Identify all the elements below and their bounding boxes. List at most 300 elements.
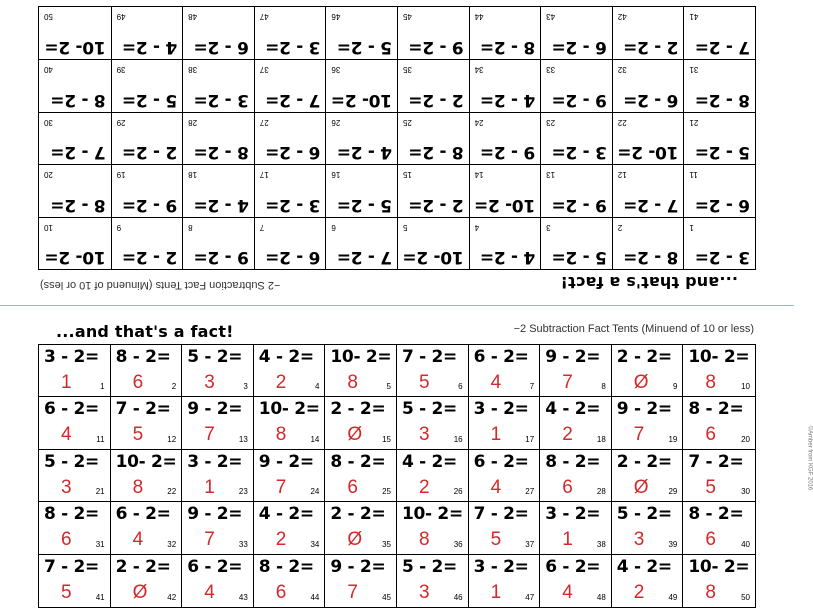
fact-equation: 5 - 2= xyxy=(401,399,457,420)
fact-equation: 8 - 2= xyxy=(688,504,744,525)
card-number: 46 xyxy=(453,593,463,602)
fact-equation: 5 - 2= xyxy=(695,142,750,163)
fact-card xyxy=(182,345,254,397)
card-number: 6 xyxy=(331,222,336,232)
fact-equation: 4 - 2= xyxy=(401,451,457,472)
fact-equation: 3 - 2= xyxy=(265,37,321,58)
card-number: 49 xyxy=(668,593,678,602)
fact-answer: 5 xyxy=(490,529,502,551)
card-number: 42 xyxy=(617,12,627,21)
fact-card xyxy=(612,502,684,554)
fact-equation: 10- 2= xyxy=(330,347,392,367)
fact-card xyxy=(39,164,111,216)
card-number: 31 xyxy=(95,539,105,549)
card-number: 24 xyxy=(474,117,484,127)
fact-equation: 10- 2= xyxy=(401,504,463,525)
fact-card xyxy=(612,555,684,607)
fact-answer: 1 xyxy=(490,581,502,603)
fact-card xyxy=(683,555,755,607)
card-number: 20 xyxy=(44,170,53,180)
tent-header xyxy=(38,307,756,343)
fact-card xyxy=(683,164,755,216)
fact-equation: 5 - 2= xyxy=(187,347,243,367)
fact-answer: 8 xyxy=(132,476,144,498)
fact-answer: 4 xyxy=(204,581,215,603)
card-number: 5 xyxy=(386,382,391,392)
card-number: 36 xyxy=(331,65,341,75)
fact-equation: 2 - 2= xyxy=(122,142,178,163)
fact-card xyxy=(254,502,326,554)
fact-card xyxy=(683,502,755,554)
card-number: 21 xyxy=(95,487,105,497)
fact-answer: 2 xyxy=(633,581,645,603)
fact-grid-bottom xyxy=(38,344,756,608)
fact-answer: 3 xyxy=(204,372,215,393)
fact-answer: 8 xyxy=(275,424,287,446)
fact-equation: 10- 2= xyxy=(617,142,679,163)
fact-equation: 7 - 2= xyxy=(50,142,106,163)
card-number: 39 xyxy=(116,65,126,75)
card-number: 28 xyxy=(596,487,606,497)
card-number: 29 xyxy=(116,117,126,127)
fact-card xyxy=(39,555,111,607)
card-number: 33 xyxy=(238,539,248,549)
fact-equation: 2 - 2= xyxy=(115,556,171,577)
fact-card xyxy=(540,502,612,554)
card-number: 2 xyxy=(617,222,623,232)
fact-card xyxy=(469,345,541,397)
card-number: 18 xyxy=(188,170,198,180)
fact-equation: 2 - 2= xyxy=(616,451,672,472)
card-number: 14 xyxy=(310,434,320,444)
fact-card xyxy=(469,217,541,269)
fact-equation: 6 - 2= xyxy=(695,194,750,215)
fact-equation: 7 - 2= xyxy=(337,247,393,267)
fact-equation: 9 - 2= xyxy=(193,247,249,267)
fact-card xyxy=(254,164,326,216)
fact-answer: 6 xyxy=(61,529,72,551)
fact-answer: Ø xyxy=(633,372,649,393)
fact-card xyxy=(254,217,326,269)
fact-answer: 1 xyxy=(562,529,573,551)
card-number: 8 xyxy=(188,222,193,232)
fact-answer: 4 xyxy=(490,476,502,498)
fact-card xyxy=(182,59,254,111)
fact-equation: 5 - 2= xyxy=(616,504,672,525)
fact-equation: 3 - 2= xyxy=(473,399,529,420)
fact-answer: 6 xyxy=(562,476,573,498)
fact-answer: 7 xyxy=(275,476,287,498)
card-number: 23 xyxy=(546,117,556,127)
fact-answer: 6 xyxy=(347,476,358,498)
fact-equation: 5 - 2= xyxy=(122,89,178,110)
fact-card xyxy=(469,502,541,554)
fact-equation: 9 - 2= xyxy=(616,399,672,420)
fact-card xyxy=(683,59,755,111)
fact-equation: 4 - 2= xyxy=(480,89,536,110)
card-number: 34 xyxy=(310,539,320,549)
fact-card xyxy=(540,397,612,449)
fact-answer: 1 xyxy=(61,372,72,393)
card-number: 43 xyxy=(546,12,556,21)
fact-equation: 5 - 2= xyxy=(44,451,99,472)
tent-title: ...and that's a fact! xyxy=(56,322,234,341)
fact-card xyxy=(39,7,111,59)
fact-card xyxy=(540,217,612,269)
card-number: 40 xyxy=(741,539,750,549)
card-number: 37 xyxy=(259,65,269,75)
fact-equation: 6 - 2= xyxy=(265,142,321,163)
fact-equation: 10- 2= xyxy=(688,347,750,367)
fact-equation: 9 - 2= xyxy=(187,399,243,420)
fact-equation: 7 - 2= xyxy=(695,37,750,58)
fact-equation: 6 - 2= xyxy=(551,37,607,58)
fact-answer: 6 xyxy=(275,581,287,603)
card-number: 21 xyxy=(689,117,699,127)
fact-answer: 8 xyxy=(705,581,716,603)
fact-card xyxy=(254,112,326,164)
fact-card xyxy=(111,7,183,59)
card-number: 15 xyxy=(382,434,391,444)
fact-equation: 8 - 2= xyxy=(688,399,744,420)
fact-equation: 4 - 2= xyxy=(616,556,672,577)
fact-card xyxy=(39,217,111,269)
fact-card xyxy=(111,397,183,449)
fact-answer: 2 xyxy=(275,372,287,393)
tent-top-half xyxy=(0,0,794,307)
card-number: 27 xyxy=(525,487,535,497)
fact-equation: 6 - 2= xyxy=(473,451,529,472)
card-number: 10 xyxy=(44,222,53,232)
fact-card xyxy=(540,345,612,397)
card-number: 13 xyxy=(546,170,556,180)
fact-equation: 2 - 2= xyxy=(623,37,679,58)
fact-answer: 3 xyxy=(418,424,430,446)
fact-card xyxy=(397,217,469,269)
fact-equation: 8 - 2= xyxy=(258,556,314,577)
card-number: 41 xyxy=(689,12,699,21)
fact-equation: 8 - 2= xyxy=(50,89,106,110)
fact-card xyxy=(540,555,612,607)
fact-card xyxy=(540,59,612,111)
card-number: 28 xyxy=(188,117,198,127)
fact-equation: 9 - 2= xyxy=(480,142,536,163)
fact-equation: 6 - 2= xyxy=(473,347,529,367)
fact-card xyxy=(612,164,684,216)
tent-subtitle: −2 Subtraction Fact Tents (Minuend of 10 or less) xyxy=(40,279,281,291)
card-number: 19 xyxy=(668,434,678,444)
fact-answer: 3 xyxy=(633,529,645,551)
fact-equation: 8 - 2= xyxy=(44,504,99,525)
card-number: 38 xyxy=(188,65,198,75)
fact-answer: 8 xyxy=(705,372,716,393)
fact-equation: 7 - 2= xyxy=(265,89,321,110)
fact-equation: 2 - 2= xyxy=(408,194,464,215)
fact-answer: 4 xyxy=(562,581,573,603)
fact-equation: 3 - 2= xyxy=(695,247,750,267)
fact-card xyxy=(325,345,397,397)
fact-answer: Ø xyxy=(633,476,649,498)
fact-equation: 10- 2= xyxy=(115,451,177,472)
card-number: 35 xyxy=(382,539,391,549)
fact-equation: 4 - 2= xyxy=(122,37,178,58)
card-number: 12 xyxy=(617,170,627,180)
fact-equation: 8 - 2= xyxy=(408,142,464,163)
fact-equation: 7 - 2= xyxy=(44,556,99,577)
card-number: 7 xyxy=(529,382,535,392)
fact-card xyxy=(397,450,469,502)
fact-equation: 7 - 2= xyxy=(688,451,744,472)
tent-title: ...and that's a fact! xyxy=(560,273,738,292)
fact-answer: 3 xyxy=(61,476,72,498)
fact-answer: 5 xyxy=(61,581,72,603)
fact-card xyxy=(469,555,541,607)
card-number: 29 xyxy=(668,487,678,497)
card-number: 22 xyxy=(167,487,177,497)
fact-card xyxy=(683,450,755,502)
fact-equation: 6 - 2= xyxy=(265,247,321,267)
fact-card xyxy=(683,112,755,164)
card-number: 2 xyxy=(171,382,177,392)
card-number: 30 xyxy=(741,487,750,497)
fact-card xyxy=(540,450,612,502)
fact-card xyxy=(397,112,469,164)
fact-card xyxy=(612,217,684,269)
fact-answer: 5 xyxy=(705,476,716,498)
card-number: 5 xyxy=(403,222,408,232)
fact-equation: 10- 2= xyxy=(44,247,106,267)
fact-equation: 5 - 2= xyxy=(337,194,393,215)
fact-card xyxy=(111,59,183,111)
card-number: 32 xyxy=(617,65,627,75)
fact-answer: 5 xyxy=(132,424,144,446)
fact-equation: 10- 2= xyxy=(258,399,320,420)
fact-equation: 3 - 2= xyxy=(187,451,243,472)
card-number: 4 xyxy=(474,222,480,232)
fact-card xyxy=(540,164,612,216)
card-number: 34 xyxy=(474,65,484,75)
fact-card xyxy=(469,397,541,449)
fact-card xyxy=(469,59,541,111)
fact-card xyxy=(39,112,111,164)
fact-equation: 8 - 2= xyxy=(695,89,750,110)
card-number: 11 xyxy=(689,170,698,180)
fact-answer: 7 xyxy=(633,424,645,446)
card-number: 11 xyxy=(96,434,105,444)
fact-card xyxy=(397,555,469,607)
card-number: 50 xyxy=(44,12,53,21)
fact-equation: 2 - 2= xyxy=(616,347,672,367)
fact-card xyxy=(612,345,684,397)
fact-card xyxy=(397,164,469,216)
fact-equation: 10- 2= xyxy=(688,556,750,577)
fact-equation: 4 - 2= xyxy=(480,247,536,267)
fact-answer: 5 xyxy=(418,372,430,393)
fact-equation: 8 - 2= xyxy=(115,347,171,367)
card-number: 20 xyxy=(741,434,750,444)
copyright-note: ©Amber from KGF 2016 xyxy=(806,425,813,491)
fact-card xyxy=(325,7,397,59)
card-number: 25 xyxy=(403,117,412,127)
fact-card xyxy=(111,450,183,502)
card-number: 13 xyxy=(238,434,248,444)
tent-subtitle: −2 Subtraction Fact Tents (Minuend of 10 or less) xyxy=(513,323,754,335)
card-number: 47 xyxy=(259,12,269,21)
fact-equation: 2 - 2= xyxy=(408,89,464,110)
card-number: 27 xyxy=(259,117,269,127)
fact-answer: 7 xyxy=(204,424,215,446)
fact-answer: 4 xyxy=(61,424,72,446)
fact-answer: 6 xyxy=(705,529,716,551)
fact-answer: 4 xyxy=(490,372,502,393)
fact-equation: 4 - 2= xyxy=(258,347,314,367)
fact-equation: 4 - 2= xyxy=(545,399,601,420)
fact-card xyxy=(397,7,469,59)
card-number: 25 xyxy=(382,487,391,497)
fact-card xyxy=(254,7,326,59)
fact-card xyxy=(683,345,755,397)
fact-card xyxy=(325,450,397,502)
fact-card xyxy=(469,164,541,216)
card-number: 43 xyxy=(238,593,248,602)
fact-equation: 6 - 2= xyxy=(187,556,243,577)
card-number: 15 xyxy=(403,170,412,180)
card-number: 32 xyxy=(167,539,177,549)
card-number: 17 xyxy=(259,170,269,180)
fact-card xyxy=(254,59,326,111)
card-number: 45 xyxy=(382,593,391,602)
card-number: 10 xyxy=(741,382,750,392)
card-number: 48 xyxy=(596,593,606,602)
fact-card xyxy=(683,217,755,269)
fact-card xyxy=(111,217,183,269)
fact-equation: 8 - 2= xyxy=(623,247,679,267)
fact-card xyxy=(254,555,326,607)
fact-card xyxy=(182,112,254,164)
card-number: 30 xyxy=(44,117,53,127)
fold-line xyxy=(0,305,794,306)
fact-equation: 10- 2= xyxy=(402,247,464,267)
fact-card xyxy=(111,112,183,164)
fact-grid-top xyxy=(38,6,756,270)
card-number: 14 xyxy=(474,170,484,180)
card-number: 22 xyxy=(617,117,627,127)
card-number: 26 xyxy=(453,487,463,497)
fact-equation: 6 - 2= xyxy=(44,399,99,420)
fact-equation: 9 - 2= xyxy=(187,504,243,525)
card-number: 17 xyxy=(525,434,535,444)
fact-card xyxy=(182,555,254,607)
fact-equation: 7 - 2= xyxy=(401,347,457,367)
fact-equation: 3 - 2= xyxy=(545,504,601,525)
card-number: 9 xyxy=(116,222,122,232)
fact-card xyxy=(469,7,541,59)
card-number: 47 xyxy=(525,593,535,602)
card-number: 38 xyxy=(596,539,606,549)
fact-equation: 3 - 2= xyxy=(44,347,99,367)
fact-equation: 5 - 2= xyxy=(401,556,457,577)
fact-equation: 5 - 2= xyxy=(551,247,607,267)
card-number: 16 xyxy=(331,170,341,180)
fact-card xyxy=(612,7,684,59)
fact-card xyxy=(111,164,183,216)
fact-equation: 3 - 2= xyxy=(473,556,529,577)
fact-answer: 6 xyxy=(705,424,716,446)
fact-equation: 8 - 2= xyxy=(545,451,601,472)
fact-equation: 2 - 2= xyxy=(330,504,386,525)
fact-card xyxy=(182,7,254,59)
fact-card xyxy=(325,555,397,607)
fact-card xyxy=(182,450,254,502)
fact-card xyxy=(325,112,397,164)
fact-card xyxy=(397,502,469,554)
fact-equation: 6 - 2= xyxy=(115,504,171,525)
card-number: 49 xyxy=(116,12,126,21)
fact-answer: 8 xyxy=(418,529,430,551)
fact-card xyxy=(39,345,111,397)
fact-answer: 2 xyxy=(275,529,287,551)
fact-equation: 9 - 2= xyxy=(258,451,314,472)
fact-card xyxy=(683,397,755,449)
fact-equation: 4 - 2= xyxy=(258,504,314,525)
card-number: 35 xyxy=(403,65,412,75)
fact-card xyxy=(325,397,397,449)
card-number: 41 xyxy=(95,593,105,602)
fact-card xyxy=(254,397,326,449)
card-number: 50 xyxy=(741,593,750,602)
fact-equation: 10- 2= xyxy=(44,37,106,58)
fact-card xyxy=(612,112,684,164)
fact-card xyxy=(469,450,541,502)
fact-card xyxy=(182,502,254,554)
card-number: 33 xyxy=(546,65,556,75)
fact-equation: 7 - 2= xyxy=(623,194,679,215)
fact-card xyxy=(612,397,684,449)
fact-card xyxy=(111,555,183,607)
fact-equation: 3 - 2= xyxy=(551,142,607,163)
fact-answer: 2 xyxy=(418,476,430,498)
card-number: 23 xyxy=(238,487,248,497)
fact-card xyxy=(111,345,183,397)
card-number: 40 xyxy=(44,65,53,75)
fact-card xyxy=(612,59,684,111)
fact-equation: 7 - 2= xyxy=(473,504,529,525)
fact-card xyxy=(325,59,397,111)
card-number: 46 xyxy=(331,12,341,21)
fact-card xyxy=(397,345,469,397)
fact-equation: 2 - 2= xyxy=(330,399,386,420)
fact-equation: 8 - 2= xyxy=(193,142,249,163)
fact-equation: 8 - 2= xyxy=(330,451,386,472)
fact-answer: 3 xyxy=(418,581,430,603)
card-number: 44 xyxy=(474,12,484,21)
fact-answer: 7 xyxy=(562,372,573,393)
card-number: 6 xyxy=(458,382,463,392)
card-number: 19 xyxy=(116,170,126,180)
card-number: 1 xyxy=(100,382,105,392)
fact-equation: 9 - 2= xyxy=(551,194,607,215)
fact-equation: 8 - 2= xyxy=(50,194,106,215)
fact-card xyxy=(39,502,111,554)
fact-card xyxy=(182,397,254,449)
fact-equation: 7 - 2= xyxy=(115,399,171,420)
fact-equation: 4 - 2= xyxy=(193,194,249,215)
card-number: 12 xyxy=(167,434,177,444)
fact-answer: 4 xyxy=(132,529,144,551)
fact-answer: Ø xyxy=(347,529,363,551)
fact-card xyxy=(325,502,397,554)
fact-card xyxy=(325,217,397,269)
